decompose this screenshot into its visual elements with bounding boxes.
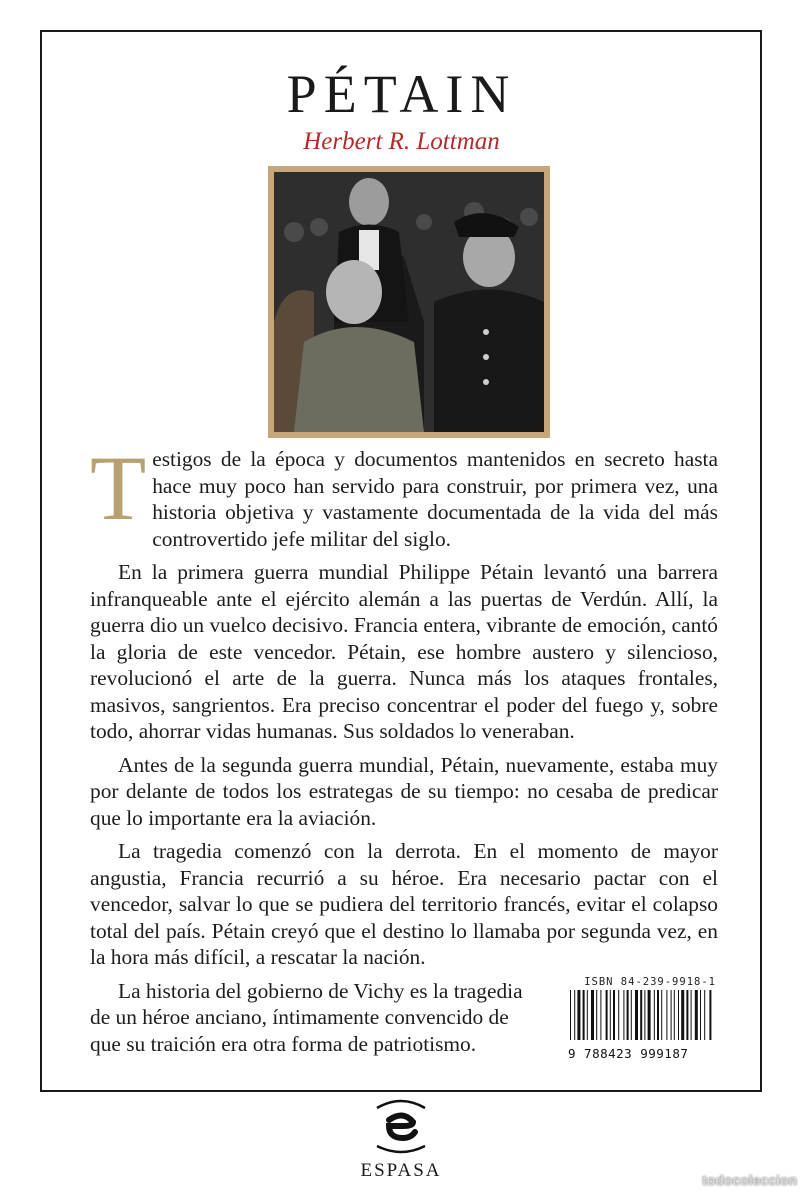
isbn-barcode <box>568 976 716 1064</box>
espasa-e-logo-icon <box>369 1098 433 1154</box>
barcode-bar <box>618 990 619 1040</box>
paragraph-3: Antes de la segunda guerra mundial, Pétain, nuevamente, estaba muy por delante de todos los estrategas de su tiempo: no cesaba de predicar que lo importante era la aviación. <box>90 752 718 830</box>
barcode-bar <box>574 990 575 1040</box>
barcode-bar <box>671 990 672 1040</box>
barcode-bar <box>623 990 624 1040</box>
back-cover-text <box>90 437 718 1064</box>
barcode-bar <box>666 990 667 1040</box>
courtroom-photo-illustration <box>274 172 544 432</box>
barcode-bar <box>596 990 597 1040</box>
barcode-bar <box>587 990 588 1040</box>
barcode-bar <box>681 990 684 1040</box>
paragraph-1: Testigos de la época y documentos mantenidos en secreto hasta hace muy poco han servido para construir, por primera vez, una historia objetiva y vastamente documentada de la vida del más controvertido jefe militar del siglo. <box>90 437 718 551</box>
paragraph-4: La tragedia comenzó con la derrota. En el momento de mayor angustia, Francia recurrió a su héroe. Era necesario pactar con el vencedor, salvar lo que se pudiera del territorio francés, evitar el colapso total del país. Pétain creyó que el destino lo llamaba por segunda vez, en la hora más difícil, a rescatar la nación. <box>90 839 718 969</box>
barcode-bar <box>704 990 705 1040</box>
book-title: PÉTAIN <box>286 64 517 124</box>
barcode-bar <box>631 990 632 1040</box>
barcode-number: 9 788423 999187 <box>568 1046 689 1061</box>
barcode-bar <box>661 990 662 1040</box>
barcode-bar <box>610 990 611 1040</box>
barcode-bar <box>657 990 659 1040</box>
cover-photo <box>268 166 550 438</box>
barcode-bar <box>570 990 571 1040</box>
publisher-logo <box>351 1098 451 1188</box>
barcode-bar <box>635 990 638 1040</box>
drop-cap: T <box>90 437 147 539</box>
isbn-text: ISBN 84-239-9918-1 <box>584 976 716 988</box>
book-author: Herbert R. Lottman <box>303 128 500 155</box>
barcode-bar <box>709 990 711 1040</box>
barcode-bar <box>613 990 615 1040</box>
barcode-bar <box>606 990 608 1040</box>
barcode-bar <box>654 990 655 1040</box>
barcode-bar <box>691 990 692 1040</box>
barcode-bar <box>591 990 594 1040</box>
watermark-text: todocoleccion <box>702 1172 797 1188</box>
barcode-icon <box>568 988 716 1042</box>
barcode-bar <box>700 990 701 1040</box>
barcode-bar <box>674 990 675 1040</box>
barcode-bar <box>577 990 580 1040</box>
publisher-name: ESPASA <box>360 1160 442 1181</box>
barcode-bar <box>583 990 585 1040</box>
barcode-bar <box>640 990 642 1040</box>
barcode-bar <box>686 990 688 1040</box>
paragraph-5: La historia del gobierno de Vichy es la tragedia de un héroe anciano, íntimamente convencido de que su traición era otra forma de patriotismo. <box>90 978 523 1056</box>
barcode-bar <box>678 990 679 1040</box>
paragraph-2: En la primera guerra mundial Philippe Pétain levantó una barrera infranqueable ante el ejército alemán a las puertas de Verdún. Allí, la guerra dio un vuelco decisivo. Francia entera, vibrante de emoción, cantó la gloria de este vencedor. Pétain, ese hombre austero y silencioso, revolucionó el arte de la guerra. Nunca más los ataques frontales, masivos, sangrientos. Era preciso concentrar el poder del fuego y, sobre todo, ahorrar vidas humanas. Sus soldados lo veneraban. <box>90 560 718 743</box>
barcode-bar <box>648 990 651 1040</box>
barcode-bar <box>627 990 629 1040</box>
barcode-bar <box>644 990 645 1040</box>
barcode-bar <box>600 990 601 1040</box>
barcode-bar <box>695 990 698 1040</box>
